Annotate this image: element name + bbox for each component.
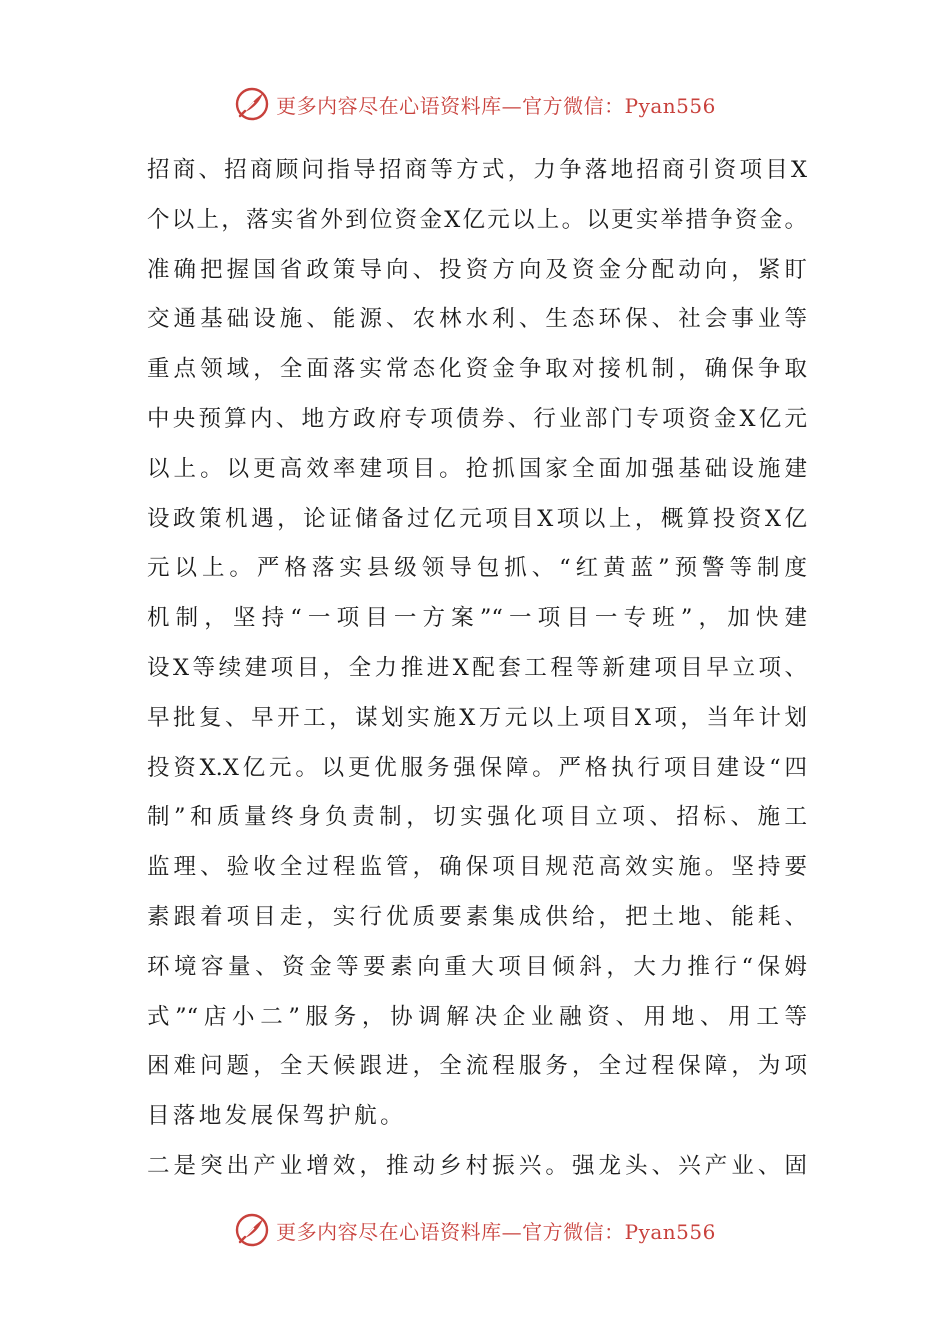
text-line: 机制，坚持“一项目一方案”“一项目一专班”，加快建 [147,605,807,632]
text-line: 监理、验收全过程监管，确保项目规范高效实施。坚持要 [147,854,807,881]
text-line: 以上。以更高效率建项目。抢抓国家全面加强基础设施建 [147,455,807,482]
feather-pen-logo-icon [234,1212,270,1248]
text-line: 个以上，落实省外到位资金X亿元以上。以更实举措争资金。 [147,206,807,233]
watermark-header [0,84,950,124]
text-line: 设X等续建项目，全力推进X配套工程等新建项目早立项、 [147,654,807,681]
text-line: 投资X.X亿元。以更优服务强保障。严格执行项目建设“四 [147,754,807,781]
text-line: 招商、招商顾问指导招商等方式，力争落地招商引资项目X [147,157,807,183]
text-line: 制”和质量终身负责制，切实强化项目立项、招标、施工 [147,804,807,831]
watermark-footer [0,1210,950,1250]
text-line: 环境容量、资金等要素向重大项目倾斜，大力推行“保姆 [147,953,807,980]
text-line: 重点领域，全面落实常态化资金争取对接机制，确保争取 [147,356,807,383]
text-line: 准确把握国省政策导向、投资方向及资金分配动向，紧盯 [147,256,807,283]
text-line: 二是突出产业增效，推动乡村振兴。强龙头、兴产业、固 [147,1152,807,1179]
watermark-text: 更多内容尽在心语资料库—官方微信：Pyan556 [276,93,716,118]
text-line: 目落地发展保驾护航。 [147,1103,407,1130]
text-line: 交通基础设施、能源、农林水利、生态环保、社会事业等 [147,306,807,333]
text-line: 式”“店小二”服务，协调解决企业融资、用地、用工等 [147,1003,807,1030]
text-line: 中央预算内、地方政府专项债券、行业部门专项资金X亿元 [147,405,807,432]
text-line: 早批复、早开工，谋划实施X万元以上项目X项，当年计划 [147,704,807,731]
document-body [147,146,807,1192]
text-line: 困难问题，全天候跟进，全流程服务，全过程保障，为项 [147,1053,807,1080]
text-line: 素跟着项目走，实行优质要素集成供给，把土地、能耗、 [147,903,807,930]
text-line: 元以上。严格落实县级领导包抓、“红黄蓝”预警等制度 [147,555,807,582]
watermark-text: 更多内容尽在心语资料库—官方微信：Pyan556 [276,1219,716,1244]
feather-pen-logo-icon [234,86,270,122]
text-line: 设政策机遇，论证储备过亿元项目X项以上，概算投资X亿 [147,505,807,532]
